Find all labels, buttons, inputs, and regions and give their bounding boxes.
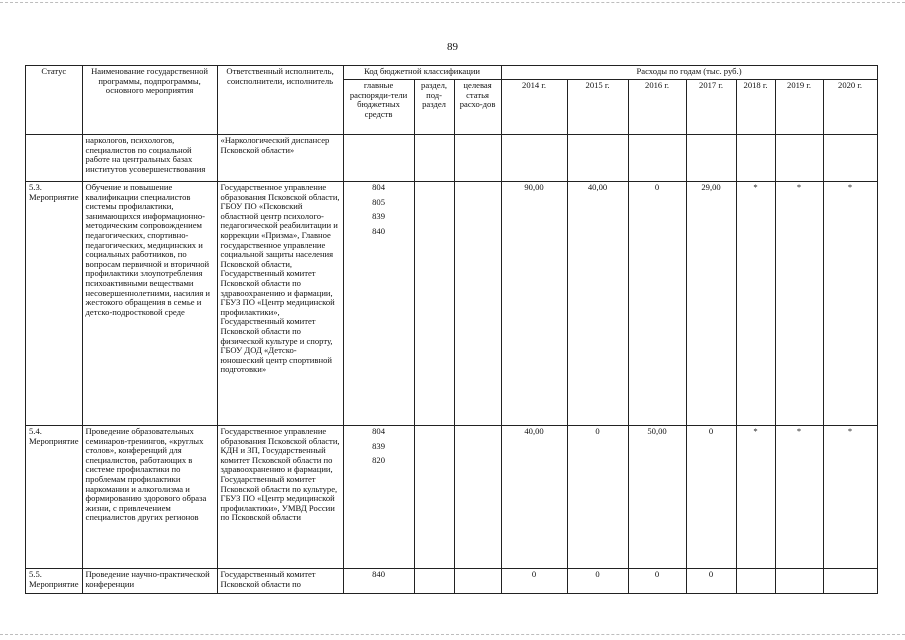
row-value-2016: 50,00 xyxy=(628,426,686,569)
table-row xyxy=(26,426,878,569)
row-value-2017 xyxy=(686,135,736,182)
row-value-2014: 0 xyxy=(501,569,567,594)
row-executor: Государственный комитет Псковской области по xyxy=(217,569,343,594)
row-value-2015: 0 xyxy=(567,569,628,594)
row-target xyxy=(454,569,501,594)
row-name: Проведение научно-практической конференции xyxy=(82,569,217,594)
row-name: наркологов, психологов, специалистов по социальной работе на центральных базах институтов усовершенствования xyxy=(82,135,217,182)
row-value-2018 xyxy=(736,135,775,182)
row-value-2017: 29,00 xyxy=(686,182,736,426)
row-value-2014: 40,00 xyxy=(501,426,567,569)
row-status: 5.3. Мероприятие xyxy=(26,182,83,426)
header-year-2014: 2014 г. xyxy=(501,80,567,135)
row-status: 5.5. Мероприятие xyxy=(26,569,83,594)
row-value-2018: * xyxy=(736,182,775,426)
row-value-2015: 40,00 xyxy=(567,182,628,426)
row-code: 839 xyxy=(372,440,385,451)
row-section xyxy=(414,426,454,569)
row-value-2019 xyxy=(775,135,823,182)
row-value-2019: * xyxy=(775,182,823,426)
header-target-article: целевая статья расхо-дов xyxy=(454,80,501,135)
page-number: 89 xyxy=(447,41,458,53)
row-executor: Государственное управление образования Псковской области, ГБОУ ПО «Псковский областной центр психолого-педагогической реабилитации и коррекции «Призма», Главное государственное управление социальной защиты населения Псковской области, Государственный комитет Псковской области по здравоохранению и фармации, ГБУЗ ПО «Центр медицинской профилактики», Государственный комитет Псковской области по физической культуре и спорту, ГБОУ ДОД «Детско-юношеский центр спортивной подготовки» xyxy=(217,182,343,426)
table-row xyxy=(26,182,878,426)
row-code: 804 xyxy=(372,182,385,192)
row-section xyxy=(414,135,454,182)
row-value-2017: 0 xyxy=(686,569,736,594)
row-value-2020: * xyxy=(823,426,877,569)
header-budget-code: Код бюджетной классификации xyxy=(343,66,501,80)
header-year-2018: 2018 г. xyxy=(736,80,775,135)
budget-table xyxy=(25,65,878,594)
row-codes xyxy=(343,182,414,426)
row-value-2015 xyxy=(567,135,628,182)
row-section xyxy=(414,569,454,594)
row-code: 840 xyxy=(372,225,385,236)
table-row xyxy=(26,569,878,594)
row-value-2020 xyxy=(823,135,877,182)
header-year-2016: 2016 г. xyxy=(628,80,686,135)
row-status xyxy=(26,135,83,182)
header-status: Статус xyxy=(26,66,83,135)
row-code: 804 xyxy=(372,426,385,436)
header-section: раздел, под-раздел xyxy=(414,80,454,135)
header-row-1 xyxy=(26,66,878,80)
row-codes xyxy=(343,569,414,594)
row-code: 840 xyxy=(372,569,385,579)
row-target xyxy=(454,135,501,182)
row-value-2019: * xyxy=(775,426,823,569)
row-value-2019 xyxy=(775,569,823,594)
row-value-2014: 90,00 xyxy=(501,182,567,426)
row-codes xyxy=(343,135,414,182)
table-row xyxy=(26,135,878,182)
row-value-2016: 0 xyxy=(628,569,686,594)
header-main-manager: главные распоряди-тели бюджетных средств xyxy=(343,80,414,135)
row-value-2018: * xyxy=(736,426,775,569)
row-code: 820 xyxy=(372,455,385,466)
row-executor: «Наркологический диспансер Псковской области» xyxy=(217,135,343,182)
header-expenses: Расходы по годам (тыс. руб.) xyxy=(501,66,877,80)
scan-edge-top xyxy=(0,2,905,3)
row-code: 805 xyxy=(372,196,385,207)
row-executor: Государственное управление образования Псковской области, КДН и ЗП, Государственный комитет Псковской области по здравоохранению и фармации, Государственный комитет Псковской области по культуре, ГБУЗ ПО «Центр медицинской профилактики», УМВД России по Псковской области xyxy=(217,426,343,569)
row-codes xyxy=(343,426,414,569)
header-year-2019: 2019 г. xyxy=(775,80,823,135)
header-executor: Ответственный исполнитель, соисполнители, исполнитель xyxy=(217,66,343,135)
row-value-2018 xyxy=(736,569,775,594)
row-value-2017: 0 xyxy=(686,426,736,569)
header-year-2020: 2020 г. xyxy=(823,80,877,135)
row-status: 5.4. Мероприятие xyxy=(26,426,83,569)
header-year-2017: 2017 г. xyxy=(686,80,736,135)
row-value-2020: * xyxy=(823,182,877,426)
row-value-2015: 0 xyxy=(567,426,628,569)
row-code: 839 xyxy=(372,211,385,222)
scan-edge-bottom xyxy=(0,634,905,635)
row-value-2020 xyxy=(823,569,877,594)
row-value-2016: 0 xyxy=(628,182,686,426)
row-name: Обучение и повышение квалификации специалистов системы профилактики, занимающихся информационно-методическим сопровождением педагогических, спортивно-педагогических, медицинских и социальных работников, по вопросам первичной и вторичной профилактики злоупотребления психоактивными веществами несовершеннолетними, насилия и жестокого обращения в семье и детско-подростковой среде xyxy=(82,182,217,426)
row-value-2014 xyxy=(501,135,567,182)
row-name: Проведение образовательных семинаров-тренингов, «круглых столов», конференций для специалистов, работающих в системе профилактики по проблемам профилактики наркомании и алкоголизма и формированию здорового образа жизни, с привлечением специалистов других регионов xyxy=(82,426,217,569)
row-value-2016 xyxy=(628,135,686,182)
row-target xyxy=(454,426,501,569)
header-year-2015: 2015 г. xyxy=(567,80,628,135)
header-name: Наименование государственной программы, подпрограммы, основного мероприятия xyxy=(82,66,217,135)
row-target xyxy=(454,182,501,426)
row-section xyxy=(414,182,454,426)
